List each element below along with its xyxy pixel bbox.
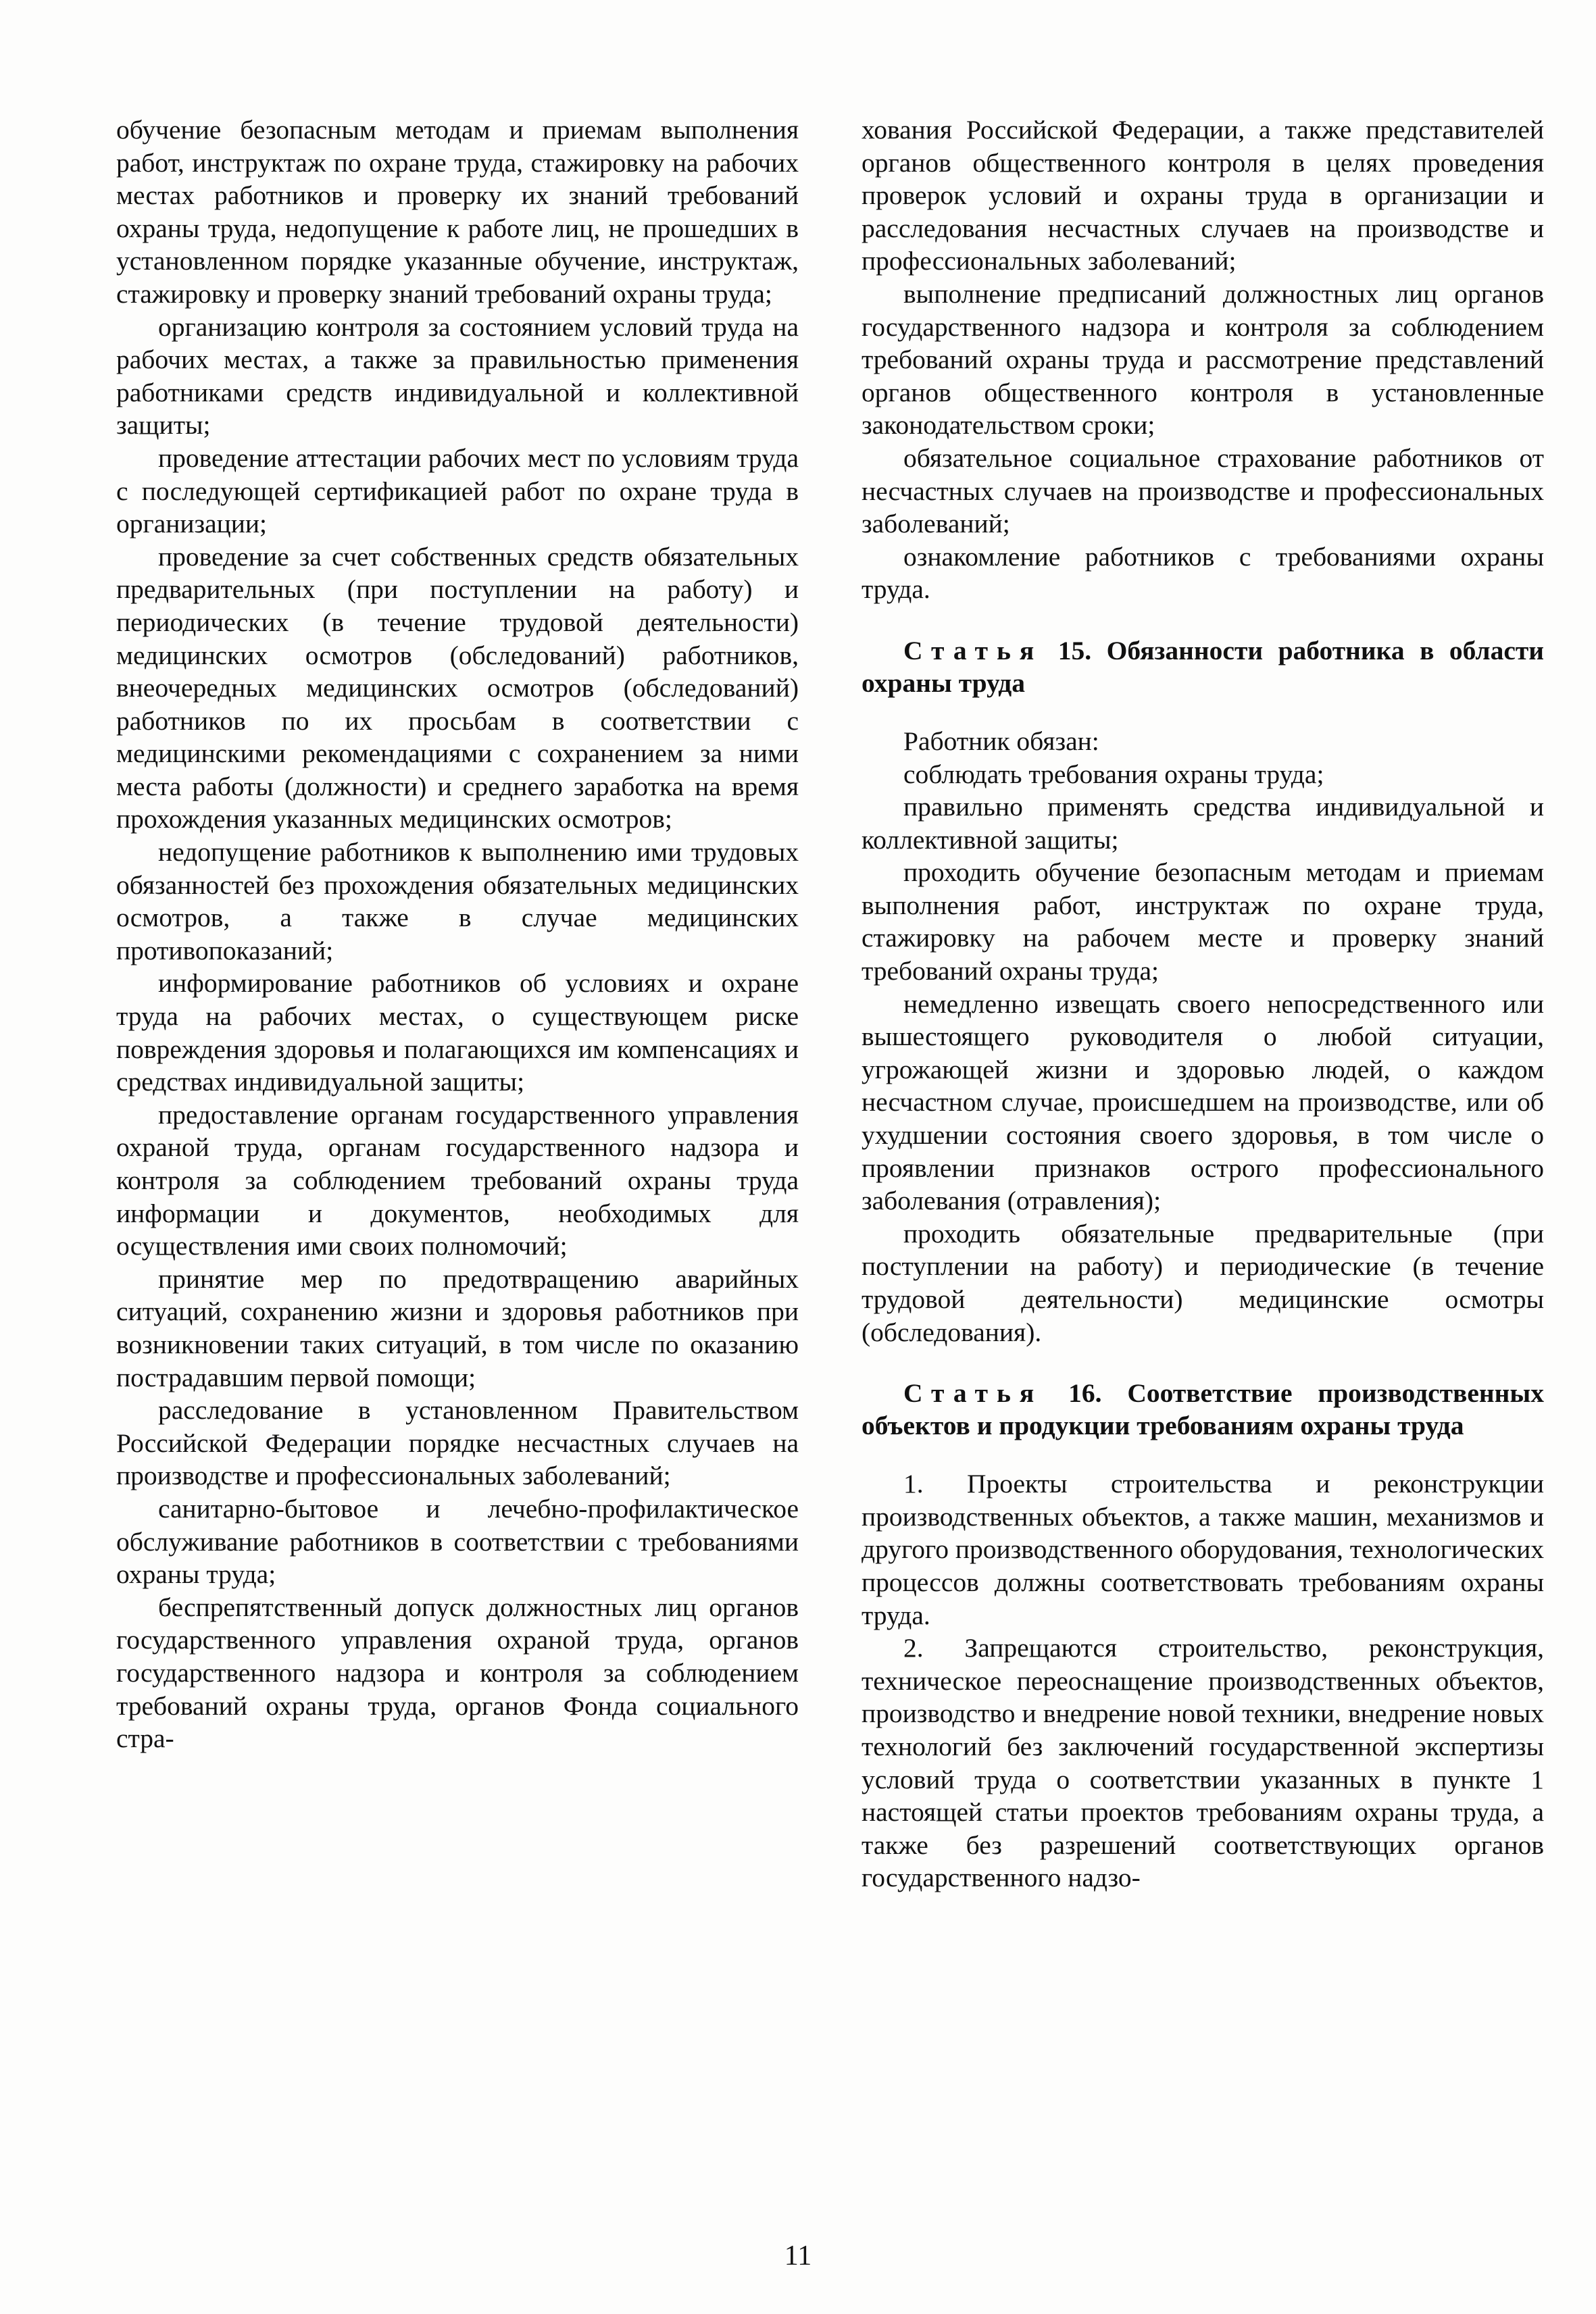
paragraph: хования Российской Федерации, а также представителей органов общественного контроля в целях проведения проверок условий и охраны труда в организации и расследования несчастных случаев на производстве и профессиональных заболеваний; [862,115,1544,276]
paragraph: проходить обязательные предварительные (при поступлении на работу) и периодические (в течение трудовой деятельности) медицинские осмотры (обследования). [862,1218,1544,1347]
paragraph: недопущение работников к выполнению ими трудовых обязанностей без прохождения обязательных медицинских осмотров, а также в случае медицинских противопоказаний; [116,837,799,965]
paragraph: Работник обязан: [903,726,1099,756]
right-column [862,114,1544,1894]
paragraph: проходить обучение безопасным методам и приемам выполнения работ, инструктаж по охране труда, стажировку на рабочем месте и проверку знаний требований охраны труда; [862,857,1544,986]
paragraph: правильно применять средства индивидуальной и коллективной защиты; [862,792,1544,855]
paragraph: соблюдать требования охраны труда; [903,759,1324,789]
article-number: 15. [1057,635,1092,665]
paragraph: санитарно-бытовое и лечебно-профилактическое обслуживание работников в соответствии с требованиями охраны труда; [116,1493,799,1590]
article-label: Статья [903,1378,1043,1409]
paragraph: принятие мер по предотвращению аварийных ситуаций, сохранению жизни и здоровья работников при возникновении таких ситуаций, в том числе по оказанию пострадавшим первой помощи; [116,1263,799,1392]
paragraph: немедленно извещать своего непосредственного или вышестоящего руководителя о любой ситуации, угрожающей жизни и здоровью людей, о каждом несчастном случае, происшедшем на производстве, или об ухудшении состояния своего здоровья, в том числе о проявлении признаков острого профессионального заболевания (отравления); [862,988,1544,1216]
paragraph: расследование в установленном Правительством Российской Федерации порядке несчастных случаев на производстве и профессиональных заболеваний; [116,1395,799,1491]
article-label: Статья [903,635,1043,665]
article-title: Соответствие производственных объектов и продукции требованиям охраны труда [862,1378,1545,1441]
paragraph: обязательное социальное страхование работников от несчастных случаев на производстве и профессиональных заболеваний; [862,443,1544,539]
paragraph: обучение безопасным методам и приемам выполнения работ, инструктаж по охране труда, стажировку на рабочих местах работников и проверку их знаний требований охраны труда, недопущение к работе лиц, не прошедших в установленном порядке указанные обучение, инструктаж, стажировку и проверку знаний требований охраны труда; [116,115,799,309]
paragraph: проведение аттестации рабочих мест по условиям труда с последующей сертификацией работ по охране труда в организации; [116,443,799,539]
left-column [116,114,799,1755]
paragraph: информирование работников об условиях и охране труда на рабочих местах, о существующем риске повреждения здоровья и полагающихся им компенсациях и средствах индивидуальной защиты; [116,968,799,1097]
page-number: 11 [784,2240,812,2271]
article-15-heading [862,634,1544,699]
paragraph: беспрепятственный допуск должностных лиц органов государственного управления охраной труда, органов государственного надзора и контроля за соблюдением требований охраны труда, органов Фонда социального стра- [116,1592,799,1754]
paragraph: 1. Проекты строительства и реконструкции производственных объектов, а также машин, механизмов и другого производственного оборудования, технологических процессов должны соответствовать требованиям охраны труда. [862,1469,1544,1630]
article-title: Обязанности работника в области охраны труда [862,635,1545,698]
article-number: 16. [1068,1378,1102,1409]
paragraph: проведение за счет собственных средств обязательных предварительных (при поступлении на работу) и периодических (в течение трудовой деятельности) медицинских осмотров (обследований) работников, внеочередных медицинских осмотров (обследований) работников по их просьбам в соответствии с медицинскими рекомендациями с сохранением за ними места работы (должности) и среднего заработка на время прохождения указанных медицинских осмотров; [116,541,799,834]
paragraph: 2. Запрещаются строительство, реконструкция, техническое переоснащение производственных объектов, производство и внедрение новой техники, внедрение новых технологий без заключений государственной экспертизы условий труда о соответствии указанных в пункте 1 настоящей статьи проектов требованиям охраны труда, а также без разрешений соответствующих органов государственного надзо- [862,1633,1544,1893]
paragraph: выполнение предписаний должностных лиц органов государственного надзора и контроля за соблюдением требований охраны труда и рассмотрение представлений органов общественного контроля в установленные законодательством сроки; [862,278,1544,441]
paragraph: ознакомление работников с требованиями охраны труда. [862,541,1544,605]
article-16-heading [862,1377,1544,1442]
paragraph: предоставление органам государственного управления охраной труда, органам государственного надзора и контроля за соблюдением требований охраны труда информации и документов, необходимых для осуществления ими своих полномочий; [116,1099,799,1261]
paragraph: организацию контроля за состоянием условий труда на рабочих местах, а также за правильностью применения работниками средств индивидуальной и коллективной защиты; [116,311,799,441]
